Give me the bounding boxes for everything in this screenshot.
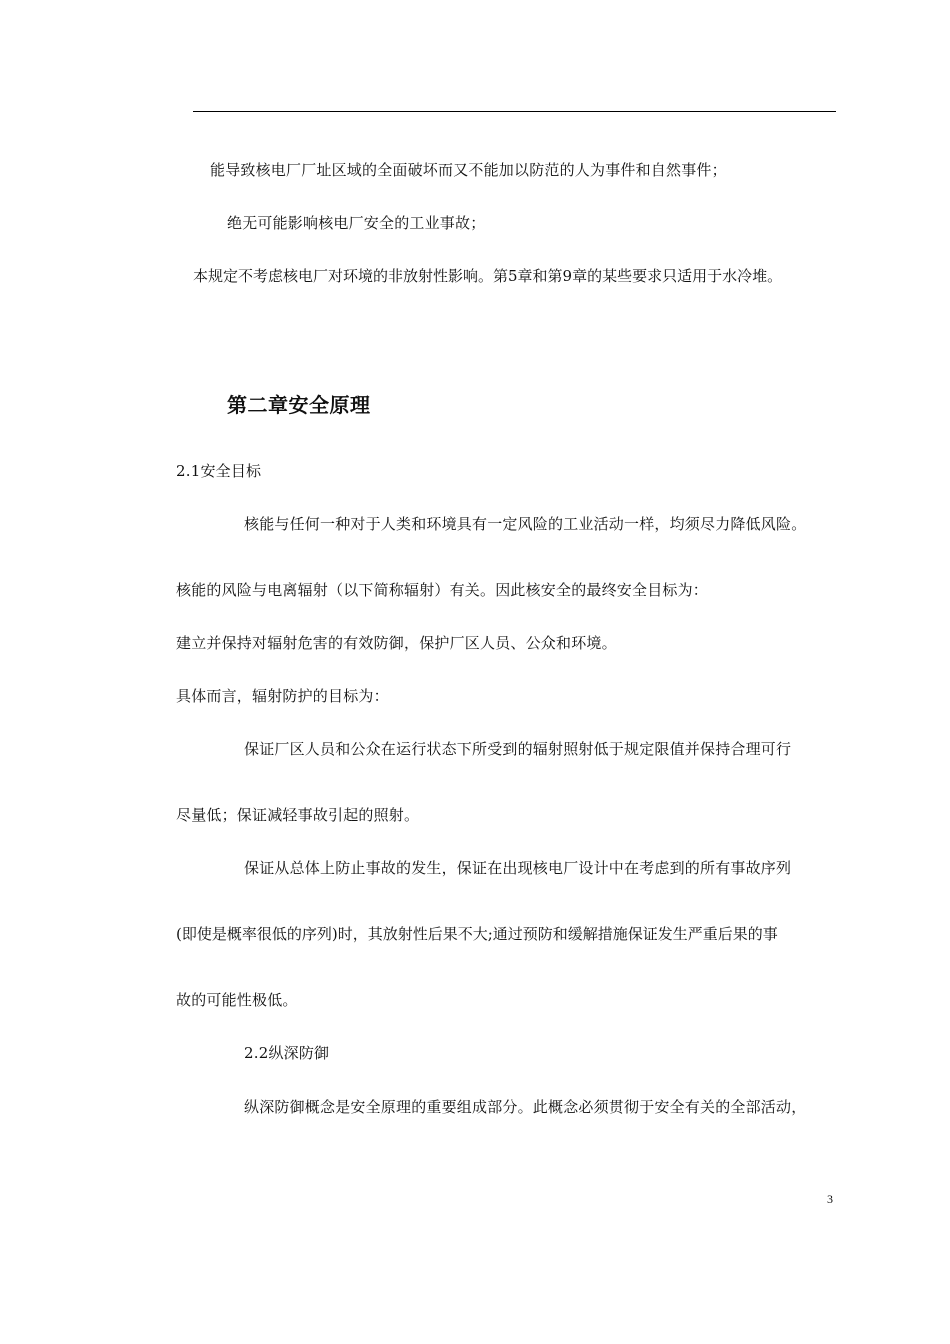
section-heading: 2.1安全目标 — [176, 462, 262, 480]
paragraph-line: 尽量低；保证减轻事故引起的照射。 — [176, 806, 420, 824]
paragraph-line: 纵深防御概念是安全原理的重要组成部分。此概念必须贯彻于安全有关的全部活动， — [244, 1098, 807, 1116]
paragraph-line: 保证厂区人员和公众在运行状态下所受到的辐射照射低于规定限值并保持合理可行 — [244, 740, 792, 758]
paragraph-line: 建立并保持对辐射危害的有效防御，保护厂区人员、公众和环境。 — [176, 634, 617, 652]
header-rule — [193, 111, 836, 112]
chapter-title: 第二章安全原理 — [227, 393, 371, 417]
paragraph-line: 故的可能性极低。 — [176, 991, 298, 1009]
paragraph-line: 绝无可能影响核电厂安全的工业事故； — [227, 214, 486, 232]
section-heading: 2.2纵深防御 — [244, 1044, 330, 1062]
paragraph-line: 能导致核电厂厂址区域的全面破坏而又不能加以防范的人为事件和自然事件； — [210, 161, 727, 179]
paragraph-line: (即使是概率很低的序列)时，其放射性后果不大;通过预防和缓解措施保证发生严重后果的事 — [176, 925, 778, 943]
paragraph-line: 保证从总体上防止事故的发生，保证在出现核电厂设计中在考虑到的所有事故序列 — [244, 859, 792, 877]
paragraph-line: 核能的风险与电离辐射（以下简称辐射）有关。因此核安全的最终安全目标为： — [176, 581, 709, 599]
paragraph-line: 核能与任何一种对于人类和环境具有一定风险的工业活动一样，均须尽力降低风险。 — [244, 515, 807, 533]
paragraph-line: 具体而言，辐射防护的目标为： — [176, 687, 389, 705]
page-number: 3 — [827, 1192, 833, 1206]
paragraph-line: 本规定不考虑核电厂对环境的非放射性影响。第5章和第9章的某些要求只适用于水冷堆。 — [193, 267, 783, 285]
